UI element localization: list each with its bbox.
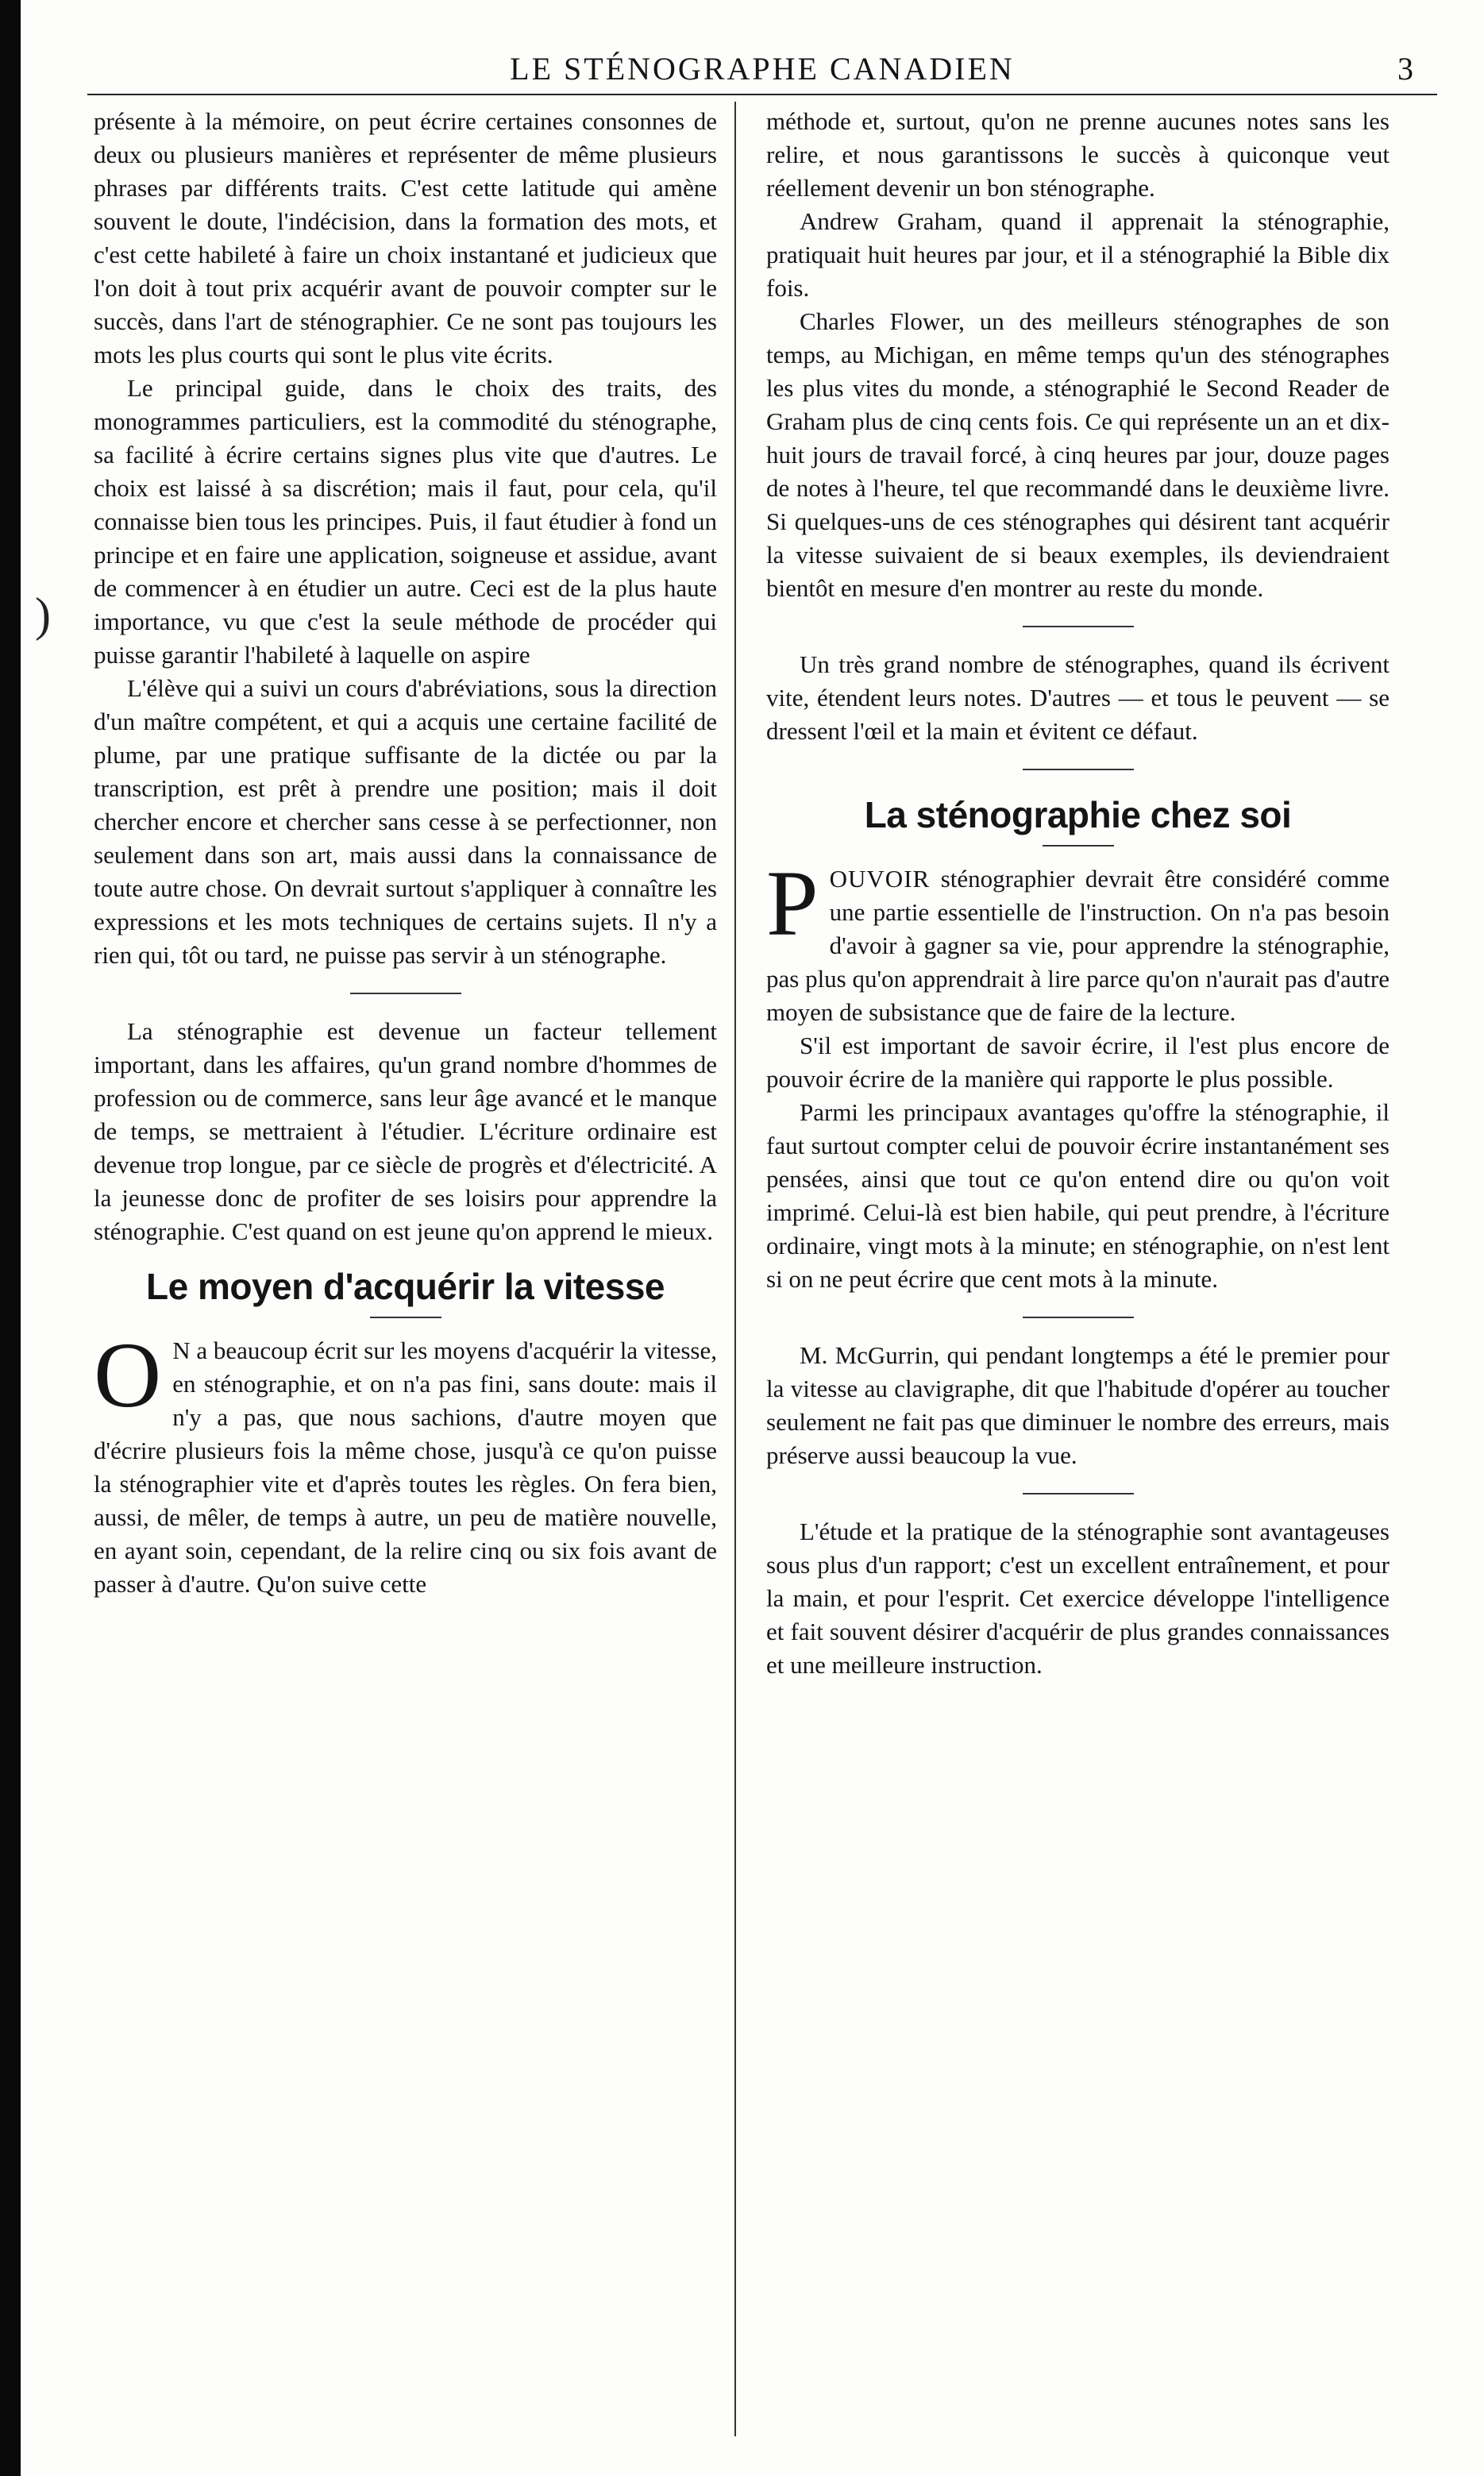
drop-cap: O xyxy=(94,1323,162,1427)
section-rule xyxy=(1023,769,1134,770)
section-rule xyxy=(1023,626,1134,627)
journal-title: LE STÉNOGRAPHE CANADIEN xyxy=(510,51,1015,87)
paragraph: présente à la mémoire, on peut écrire certaines consonnes de deux ou plusieurs manières et représenter de même plusieurs phrases par différents traits. C'est cette latitude qui amène souvent le doute, l'indécision, dans la formation des mots, et c'est cette habileté à faire un choix instantané et judicieux que l'on doit à tout prix acquérir avant de pouvoir compter sur le succès, dans l'art de sténographier. Ce ne sont pas toujours les mots les plus courts qui sont le plus vite écrits. xyxy=(94,107,717,368)
paragraph: Le principal guide, dans le choix des traits, des monogrammes particuliers, est la commodité du sténographe, sa facilité à écrire certains signes plus vite que d'autres. Le choix est laissé à sa discrétion; mais il faut, pour cela, qu'il connaisse bien tous les principes. Puis, il faut étudier à fond un principe et en faire une application, soigneuse et assidue, avant de commencer à en étudier un autre. Ceci est de la plus haute importance, vu que c'est la seule méthode de procéder qui puisse garantir l'habileté à laquelle on aspire xyxy=(94,374,717,669)
page-number: 3 xyxy=(1397,51,1413,87)
right-column xyxy=(766,105,1390,1682)
running-header xyxy=(87,46,1437,95)
paragraph: Un très grand nombre de sténographes, quand ils écrivent vite, étendent leurs notes. D'autres — et tous le peuvent — se dressent l'œil et la main et évitent ce défaut. xyxy=(766,650,1390,745)
section-rule xyxy=(1023,1317,1134,1318)
paragraph: Andrew Graham, quand il apprenait la sténographie, pratiquait huit heures par jour, et il a sténographié la Bible dix fois. xyxy=(766,207,1390,302)
paragraph: Charles Flower, un des meilleurs sténographes de son temps, au Michigan, en même temps qu'un des sténographes les plus vites du monde, a sténographié le Second Reader de Graham plus de cinq cents fois. Ce qui représente un an et dix-huit jours de travail forcé, à cinq heures par jour, douze pages de notes à l'heure, tel que recommandé dans le deuxième livre. Si quelques-uns de ces sténographes qui désirent tant acquérir la vitesse suivaient de si beaux exemples, ils deviendraient bientôt en mesure d'en montrer au reste du monde. xyxy=(766,307,1390,602)
margin-mark: ) xyxy=(35,588,51,641)
paragraph: L'élève qui a suivi un cours d'abréviations, sous la direction d'un maître compétent, et qui a acquis une certaine facilité de plume, par une pratique suffisante de la dictée ou par la transcription, est prêt à prendre une position; mais il doit chercher encore et chercher sans cesse à se perfectionner, non seulement dans son art, mais aussi dans la connaissance de toute autre chose. On devrait surtout s'appliquer à connaître les expressions et les mots techniques de certains sujets. Il n'y a rien qui, tôt ou tard, ne puisse pas servir à un sténographe. xyxy=(94,674,717,969)
paragraph xyxy=(94,1323,717,1601)
page xyxy=(87,46,1437,2452)
small-caps-word: OUVOIR xyxy=(829,865,931,893)
column-divider xyxy=(734,102,736,2436)
paragraph-text: sténographier devrait être considéré comme une partie essentielle de l'instruction. On n'a pas besoin d'avoir à gagner sa vie, pour apprendre la sténographie, pas plus qu'on apprendrait à lire parce qu'on n'aurait pas d'autre moyen de subsistance que de faire de la lecture. xyxy=(766,865,1390,1026)
book-binding-edge xyxy=(0,0,21,2476)
section-rule xyxy=(350,993,461,994)
paragraph-text: N a beaucoup écrit sur les moyens d'acquérir la vitesse, en sténographie, et on n'a pas fini, sans doute: mais il n'y a pas, que nous sachions, d'autre moyen que d'écrire plusieurs fois la même chose, jusqu'à ce qu'on puisse la sténographier vite et d'après toutes les règles. On fera bien, aussi, de mêler, de temps à autre, un peu de matière nouvelle, en ayant soin, cependant, de la relire cinq ou six fois avant de passer à d'autre. Qu'on suive cette xyxy=(94,1336,717,1598)
paragraph: L'étude et la pratique de la sténographie sont avantageuses sous plus d'un rapport; c'est un excellent entraînement, et pour la main, et pour l'esprit. Cet exercice développe l'intelligence et fait souvent désirer d'acquérir de plus grandes connaissances et une meilleure instruction. xyxy=(766,1518,1390,1679)
paragraph: méthode et, surtout, qu'on ne prenne aucunes notes sans les relire, et nous garantissons le succès à quiconque veut réellement devenir un bon sténographe. xyxy=(766,107,1390,202)
paragraph xyxy=(766,851,1390,1029)
paragraph: S'il est important de savoir écrire, il l'est plus encore de pouvoir écrire de la manière qui rapporte le plus possible. xyxy=(766,1032,1390,1093)
heading-rule xyxy=(1043,845,1114,847)
section-rule xyxy=(1023,1493,1134,1494)
section-heading: La sténographie chez soi xyxy=(864,794,1292,835)
paragraph: Parmi les principaux avantages qu'offre la sténographie, il faut surtout compter celui de pouvoir écrire instantanément ses pensées, ainsi que tout ce qu'on entend dire ou qu'on voit imprimé. Celui-là est bien habile, qui peut prendre, à l'écriture ordinaire, vingt mots à la minute; en sténographie, on n'est lent si on ne peut écrire que cent mots à la minute. xyxy=(766,1098,1390,1293)
left-column xyxy=(94,105,717,1601)
paragraph: M. McGurrin, qui pendant longtemps a été le premier pour la vitesse au clavigraphe, dit que l'habitude d'opérer au toucher seulement ne fait pas que diminuer le nombre des erreurs, mais préserve aussi beaucoup la vue. xyxy=(766,1341,1390,1469)
paragraph: La sténographie est devenue un facteur tellement important, dans les affaires, qu'un grand nombre d'hommes de profession ou de commerce, sans leur âge avancé et le manque de temps, se mettraient à l'étudier. L'écriture ordinaire est devenue trop longue, par ce siècle de progrès et d'électricité. A la jeunesse donc de profiter de ses loisirs pour apprendre la sténographie. C'est quand on est jeune qu'on apprend le mieux. xyxy=(94,1017,717,1245)
section-heading: Le moyen d'acquérir la vitesse xyxy=(145,1266,665,1307)
heading-rule xyxy=(370,1317,441,1318)
drop-cap: P xyxy=(766,851,819,955)
